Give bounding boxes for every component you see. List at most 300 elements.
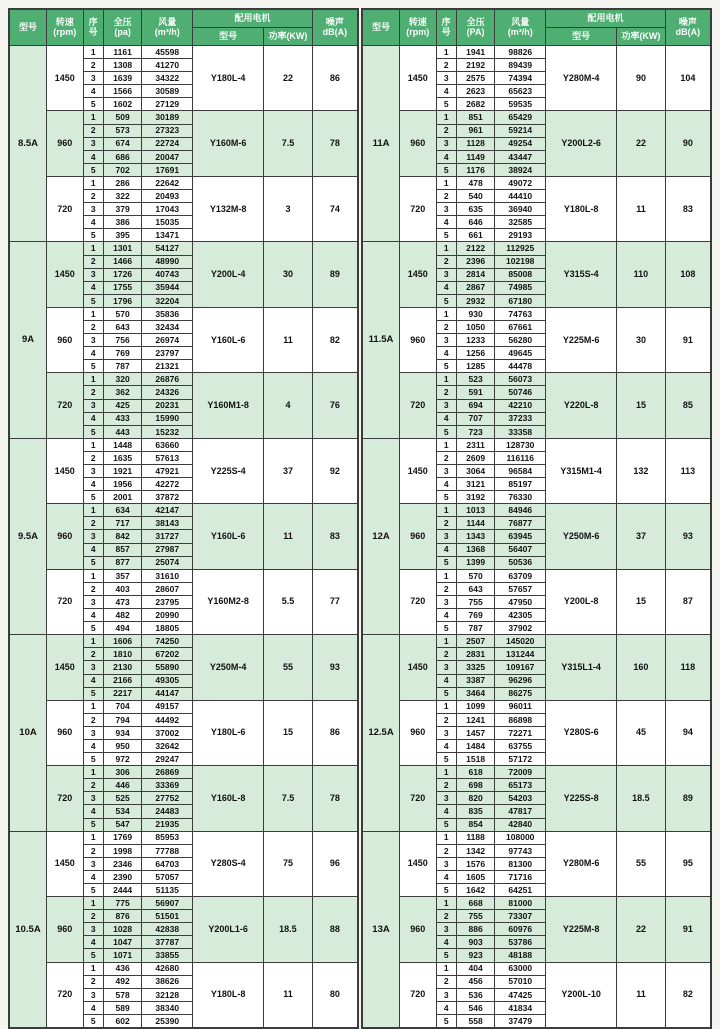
- motor-power-cell: 132: [617, 438, 666, 503]
- volume-cell: 96296: [495, 674, 546, 687]
- pressure-cell: 851: [456, 111, 495, 124]
- table-body-left: [9, 46, 358, 1029]
- pressure-cell: 842: [103, 530, 142, 543]
- volume-cell: 32642: [142, 739, 193, 752]
- volume-cell: 48188: [495, 949, 546, 962]
- seq-cell: 1: [83, 176, 103, 189]
- seq-cell: 3: [436, 334, 456, 347]
- model-cell: 10A: [9, 635, 47, 831]
- volume-cell: 72009: [495, 766, 546, 779]
- table-row: [9, 111, 358, 124]
- seq-cell: 5: [83, 687, 103, 700]
- motor-model-cell: Y160L-6: [193, 307, 264, 372]
- pressure-cell: 3064: [456, 465, 495, 478]
- volume-cell: 27129: [142, 98, 193, 111]
- pressure-cell: 618: [456, 766, 495, 779]
- header-motor-power: 功率(KW): [264, 28, 313, 46]
- rpm-cell: 960: [400, 700, 437, 765]
- pressure-cell: 534: [103, 805, 142, 818]
- seq-cell: 2: [83, 190, 103, 203]
- seq-cell: 2: [436, 386, 456, 399]
- seq-cell: 5: [436, 491, 456, 504]
- seq-cell: 4: [83, 870, 103, 883]
- pressure-cell: 756: [103, 334, 142, 347]
- table-row: [362, 569, 711, 582]
- table-row: [362, 831, 711, 844]
- rpm-cell: 960: [47, 700, 84, 765]
- seq-cell: 4: [436, 216, 456, 229]
- noise-cell: 93: [665, 504, 711, 569]
- pressure-cell: 1099: [456, 700, 495, 713]
- volume-cell: 32585: [495, 216, 546, 229]
- volume-cell: 44492: [142, 713, 193, 726]
- rpm-cell: 720: [47, 766, 84, 831]
- pressure-cell: 886: [456, 923, 495, 936]
- noise-cell: 83: [665, 176, 711, 241]
- noise-cell: 93: [312, 635, 358, 700]
- volume-cell: 49305: [142, 674, 193, 687]
- seq-cell: 2: [83, 386, 103, 399]
- pressure-cell: 2932: [456, 294, 495, 307]
- seq-cell: 2: [83, 124, 103, 137]
- volume-cell: 29193: [495, 229, 546, 242]
- pressure-cell: 854: [456, 818, 495, 831]
- model-cell: 11A: [362, 46, 400, 242]
- pressure-cell: 546: [456, 1001, 495, 1014]
- noise-cell: 108: [665, 242, 711, 307]
- volume-cell: 47921: [142, 465, 193, 478]
- noise-cell: 89: [665, 766, 711, 831]
- volume-cell: 57172: [495, 753, 546, 766]
- pressure-cell: 1188: [456, 831, 495, 844]
- volume-cell: 74985: [495, 281, 546, 294]
- volume-cell: 145020: [495, 635, 546, 648]
- volume-cell: 131244: [495, 648, 546, 661]
- pressure-cell: 903: [456, 936, 495, 949]
- seq-cell: 5: [83, 294, 103, 307]
- pressure-cell: 456: [456, 975, 495, 988]
- seq-cell: 1: [436, 111, 456, 124]
- seq-cell: 4: [436, 870, 456, 883]
- seq-cell: 2: [83, 517, 103, 530]
- table-row: [9, 242, 358, 255]
- table-row: [362, 373, 711, 386]
- seq-cell: 3: [83, 661, 103, 674]
- seq-cell: 5: [436, 556, 456, 569]
- volume-cell: 63755: [495, 739, 546, 752]
- noise-cell: 113: [665, 438, 711, 503]
- seq-cell: 4: [83, 150, 103, 163]
- pressure-cell: 547: [103, 818, 142, 831]
- volume-cell: 89439: [495, 59, 546, 72]
- pressure-cell: 702: [103, 163, 142, 176]
- pressure-cell: 769: [103, 347, 142, 360]
- noise-cell: 90: [665, 111, 711, 176]
- pressure-cell: 492: [103, 975, 142, 988]
- pressure-cell: 1921: [103, 465, 142, 478]
- header-model: 型号: [9, 9, 47, 46]
- table-row: [362, 438, 711, 451]
- pressure-cell: 1642: [456, 884, 495, 897]
- volume-cell: 74763: [495, 307, 546, 320]
- pressure-cell: 1342: [456, 844, 495, 857]
- volume-cell: 67661: [495, 320, 546, 333]
- seq-cell: 2: [436, 582, 456, 595]
- motor-model-cell: Y225S-8: [546, 766, 617, 831]
- seq-cell: 4: [436, 478, 456, 491]
- pressure-cell: 482: [103, 609, 142, 622]
- volume-cell: 42840: [495, 818, 546, 831]
- seq-cell: 3: [83, 465, 103, 478]
- rpm-cell: 1450: [400, 242, 437, 307]
- seq-cell: 4: [83, 674, 103, 687]
- volume-cell: 37233: [495, 412, 546, 425]
- volume-cell: 64251: [495, 884, 546, 897]
- volume-cell: 108000: [495, 831, 546, 844]
- pressure-cell: 443: [103, 425, 142, 438]
- table-row: [362, 46, 711, 59]
- volume-cell: 85197: [495, 478, 546, 491]
- seq-cell: 3: [83, 726, 103, 739]
- volume-cell: 30589: [142, 85, 193, 98]
- volume-cell: 77788: [142, 844, 193, 857]
- seq-cell: 1: [436, 962, 456, 975]
- pressure-cell: 934: [103, 726, 142, 739]
- seq-cell: 3: [83, 857, 103, 870]
- seq-cell: 3: [436, 923, 456, 936]
- volume-cell: 56073: [495, 373, 546, 386]
- volume-cell: 74394: [495, 72, 546, 85]
- motor-model-cell: Y280S-6: [546, 700, 617, 765]
- motor-power-cell: 3: [264, 176, 313, 241]
- volume-cell: 26876: [142, 373, 193, 386]
- seq-cell: 1: [436, 176, 456, 189]
- seq-cell: 1: [83, 242, 103, 255]
- pressure-cell: 1941: [456, 46, 495, 59]
- volume-cell: 102198: [495, 255, 546, 268]
- volume-cell: 85008: [495, 268, 546, 281]
- seq-cell: 1: [436, 504, 456, 517]
- pressure-cell: 379: [103, 203, 142, 216]
- volume-cell: 24483: [142, 805, 193, 818]
- pressure-cell: 1013: [456, 504, 495, 517]
- pressure-cell: 1484: [456, 739, 495, 752]
- pressure-cell: 1639: [103, 72, 142, 85]
- seq-cell: 5: [83, 622, 103, 635]
- volume-cell: 116116: [495, 451, 546, 464]
- pressure-cell: 578: [103, 988, 142, 1001]
- rpm-cell: 720: [47, 176, 84, 241]
- volume-cell: 42272: [142, 478, 193, 491]
- noise-cell: 82: [665, 962, 711, 1028]
- seq-cell: 5: [83, 556, 103, 569]
- motor-power-cell: 22: [617, 111, 666, 176]
- volume-cell: 26974: [142, 334, 193, 347]
- volume-cell: 37479: [495, 1014, 546, 1028]
- volume-cell: 24326: [142, 386, 193, 399]
- volume-cell: 20231: [142, 399, 193, 412]
- pressure-cell: 404: [456, 962, 495, 975]
- noise-cell: 104: [665, 46, 711, 111]
- volume-cell: 33369: [142, 779, 193, 792]
- pressure-cell: 322: [103, 190, 142, 203]
- pressure-cell: 1308: [103, 59, 142, 72]
- table-row: [362, 111, 711, 124]
- motor-power-cell: 37: [617, 504, 666, 569]
- seq-cell: 2: [83, 582, 103, 595]
- rpm-cell: 1450: [47, 46, 84, 111]
- motor-model-cell: Y225S-4: [193, 438, 264, 503]
- motor-power-cell: 4: [264, 373, 313, 438]
- volume-cell: 32128: [142, 988, 193, 1001]
- seq-cell: 4: [436, 936, 456, 949]
- motor-model-cell: Y160M-6: [193, 111, 264, 176]
- table-row: [9, 700, 358, 713]
- volume-cell: 33358: [495, 425, 546, 438]
- seq-cell: 4: [83, 805, 103, 818]
- volume-cell: 54203: [495, 792, 546, 805]
- seq-cell: 3: [83, 334, 103, 347]
- pressure-cell: 433: [103, 412, 142, 425]
- table-row: [9, 176, 358, 189]
- seq-cell: 5: [436, 360, 456, 373]
- volume-cell: 31727: [142, 530, 193, 543]
- motor-power-cell: 30: [617, 307, 666, 372]
- pressure-cell: 573: [103, 124, 142, 137]
- volume-cell: 27987: [142, 543, 193, 556]
- motor-power-cell: 160: [617, 635, 666, 700]
- pressure-cell: 646: [456, 216, 495, 229]
- table-row: [9, 766, 358, 779]
- seq-cell: 2: [436, 844, 456, 857]
- volume-cell: 22724: [142, 137, 193, 150]
- seq-cell: 5: [436, 884, 456, 897]
- seq-cell: 5: [83, 1014, 103, 1028]
- motor-power-cell: 15: [264, 700, 313, 765]
- motor-power-cell: 7.5: [264, 766, 313, 831]
- seq-cell: 5: [436, 818, 456, 831]
- volume-cell: 97743: [495, 844, 546, 857]
- noise-cell: 91: [665, 897, 711, 962]
- table-row: [362, 176, 711, 189]
- pressure-cell: 668: [456, 897, 495, 910]
- pressure-cell: 3387: [456, 674, 495, 687]
- seq-cell: 1: [436, 438, 456, 451]
- volume-cell: 67180: [495, 294, 546, 307]
- volume-cell: 20047: [142, 150, 193, 163]
- model-cell: 8.5A: [9, 46, 47, 242]
- rpm-cell: 960: [47, 504, 84, 569]
- pressure-cell: 2507: [456, 635, 495, 648]
- table-row: [362, 962, 711, 975]
- pressure-cell: 2166: [103, 674, 142, 687]
- motor-model-cell: Y160M1-8: [193, 373, 264, 438]
- volume-cell: 44478: [495, 360, 546, 373]
- noise-cell: 94: [665, 700, 711, 765]
- seq-cell: 3: [436, 465, 456, 478]
- seq-cell: 4: [83, 281, 103, 294]
- seq-cell: 1: [83, 962, 103, 975]
- seq-cell: 5: [436, 687, 456, 700]
- volume-cell: 63709: [495, 569, 546, 582]
- volume-cell: 81000: [495, 897, 546, 910]
- rpm-cell: 720: [400, 569, 437, 634]
- pressure-cell: 540: [456, 190, 495, 203]
- motor-model-cell: Y180L-8: [546, 176, 617, 241]
- seq-cell: 1: [83, 635, 103, 648]
- header-pressure: 全压 (pa): [103, 9, 142, 46]
- seq-cell: 3: [436, 661, 456, 674]
- motor-power-cell: 15: [617, 569, 666, 634]
- model-cell: 9A: [9, 242, 47, 438]
- seq-cell: 2: [83, 255, 103, 268]
- seq-cell: 4: [83, 478, 103, 491]
- seq-cell: 3: [436, 268, 456, 281]
- pressure-cell: 2396: [456, 255, 495, 268]
- volume-cell: 43447: [495, 150, 546, 163]
- volume-cell: 73307: [495, 910, 546, 923]
- volume-cell: 67202: [142, 648, 193, 661]
- motor-model-cell: Y315S-4: [546, 242, 617, 307]
- pressure-cell: 446: [103, 779, 142, 792]
- volume-cell: 49254: [495, 137, 546, 150]
- seq-cell: 1: [83, 504, 103, 517]
- pressure-cell: 2867: [456, 281, 495, 294]
- seq-cell: 3: [83, 137, 103, 150]
- seq-cell: 3: [83, 923, 103, 936]
- seq-cell: 3: [83, 399, 103, 412]
- volume-cell: 56280: [495, 334, 546, 347]
- pressure-cell: 436: [103, 962, 142, 975]
- seq-cell: 3: [436, 530, 456, 543]
- rpm-cell: 960: [47, 307, 84, 372]
- volume-cell: 15990: [142, 412, 193, 425]
- volume-cell: 25074: [142, 556, 193, 569]
- seq-cell: 4: [436, 543, 456, 556]
- pressure-cell: 1256: [456, 347, 495, 360]
- motor-power-cell: 11: [264, 504, 313, 569]
- motor-power-cell: 22: [264, 46, 313, 111]
- pressure-cell: 723: [456, 425, 495, 438]
- seq-cell: 4: [436, 1001, 456, 1014]
- pressure-cell: 523: [456, 373, 495, 386]
- pressure-cell: 1368: [456, 543, 495, 556]
- volume-cell: 112925: [495, 242, 546, 255]
- volume-cell: 65623: [495, 85, 546, 98]
- pressure-cell: 2814: [456, 268, 495, 281]
- volume-cell: 51501: [142, 910, 193, 923]
- seq-cell: 2: [83, 320, 103, 333]
- pressure-cell: 635: [456, 203, 495, 216]
- header-model: 型号: [362, 9, 400, 46]
- motor-model-cell: Y200L-8: [546, 569, 617, 634]
- seq-cell: 4: [83, 936, 103, 949]
- pressure-cell: 1241: [456, 713, 495, 726]
- pressure-cell: 403: [103, 582, 142, 595]
- noise-cell: 87: [665, 569, 711, 634]
- volume-cell: 41834: [495, 1001, 546, 1014]
- seq-cell: 5: [83, 753, 103, 766]
- seq-cell: 3: [83, 988, 103, 1001]
- header-motor-group: 配用电机: [193, 9, 313, 28]
- volume-cell: 34322: [142, 72, 193, 85]
- seq-cell: 4: [83, 85, 103, 98]
- rpm-cell: 960: [47, 111, 84, 176]
- pressure-cell: 698: [456, 779, 495, 792]
- pressure-cell: 1448: [103, 438, 142, 451]
- pressure-cell: 1144: [456, 517, 495, 530]
- table-body-right: [362, 46, 711, 1029]
- motor-power-cell: 18.5: [264, 897, 313, 962]
- motor-power-cell: 11: [264, 962, 313, 1028]
- volume-cell: 76330: [495, 491, 546, 504]
- pressure-cell: 1606: [103, 635, 142, 648]
- pressure-cell: 2217: [103, 687, 142, 700]
- pressure-cell: 525: [103, 792, 142, 805]
- seq-cell: 5: [83, 491, 103, 504]
- pressure-cell: 717: [103, 517, 142, 530]
- seq-cell: 4: [83, 216, 103, 229]
- header-motor-group: 配用电机: [546, 9, 666, 28]
- volume-cell: 38340: [142, 1001, 193, 1014]
- pressure-cell: 473: [103, 595, 142, 608]
- noise-cell: 85: [665, 373, 711, 438]
- volume-cell: 38143: [142, 517, 193, 530]
- pressure-cell: 1161: [103, 46, 142, 59]
- motor-model-cell: Y200L-4: [193, 242, 264, 307]
- pressure-cell: 1605: [456, 870, 495, 883]
- volume-cell: 21321: [142, 360, 193, 373]
- pressure-cell: 1956: [103, 478, 142, 491]
- motor-power-cell: 55: [617, 831, 666, 896]
- motor-power-cell: 7.5: [264, 111, 313, 176]
- volume-cell: 31610: [142, 569, 193, 582]
- seq-cell: 4: [436, 609, 456, 622]
- seq-cell: 1: [83, 831, 103, 844]
- seq-cell: 3: [83, 268, 103, 281]
- volume-cell: 26869: [142, 766, 193, 779]
- rpm-cell: 960: [400, 111, 437, 176]
- pressure-cell: 1466: [103, 255, 142, 268]
- motor-power-cell: 22: [617, 897, 666, 962]
- seq-cell: 2: [436, 190, 456, 203]
- pressure-cell: 857: [103, 543, 142, 556]
- noise-cell: 78: [312, 111, 358, 176]
- volume-cell: 57010: [495, 975, 546, 988]
- seq-cell: 2: [83, 779, 103, 792]
- rpm-cell: 1450: [47, 242, 84, 307]
- table-row: [362, 242, 711, 255]
- motor-model-cell: Y225M-6: [546, 307, 617, 372]
- pressure-cell: 3464: [456, 687, 495, 700]
- pressure-cell: 2001: [103, 491, 142, 504]
- pressure-cell: 1343: [456, 530, 495, 543]
- motor-model-cell: Y280S-4: [193, 831, 264, 896]
- volume-cell: 64703: [142, 857, 193, 870]
- motor-model-cell: Y160M2-8: [193, 569, 264, 634]
- seq-cell: 2: [436, 517, 456, 530]
- seq-cell: 1: [436, 766, 456, 779]
- seq-cell: 5: [436, 294, 456, 307]
- volume-cell: 37002: [142, 726, 193, 739]
- volume-cell: 35836: [142, 307, 193, 320]
- table-row: [362, 700, 711, 713]
- volume-cell: 60976: [495, 923, 546, 936]
- pressure-cell: 1769: [103, 831, 142, 844]
- table-row: [9, 635, 358, 648]
- header-noise: 噪声 dB(A): [665, 9, 711, 46]
- motor-model-cell: Y160L-6: [193, 504, 264, 569]
